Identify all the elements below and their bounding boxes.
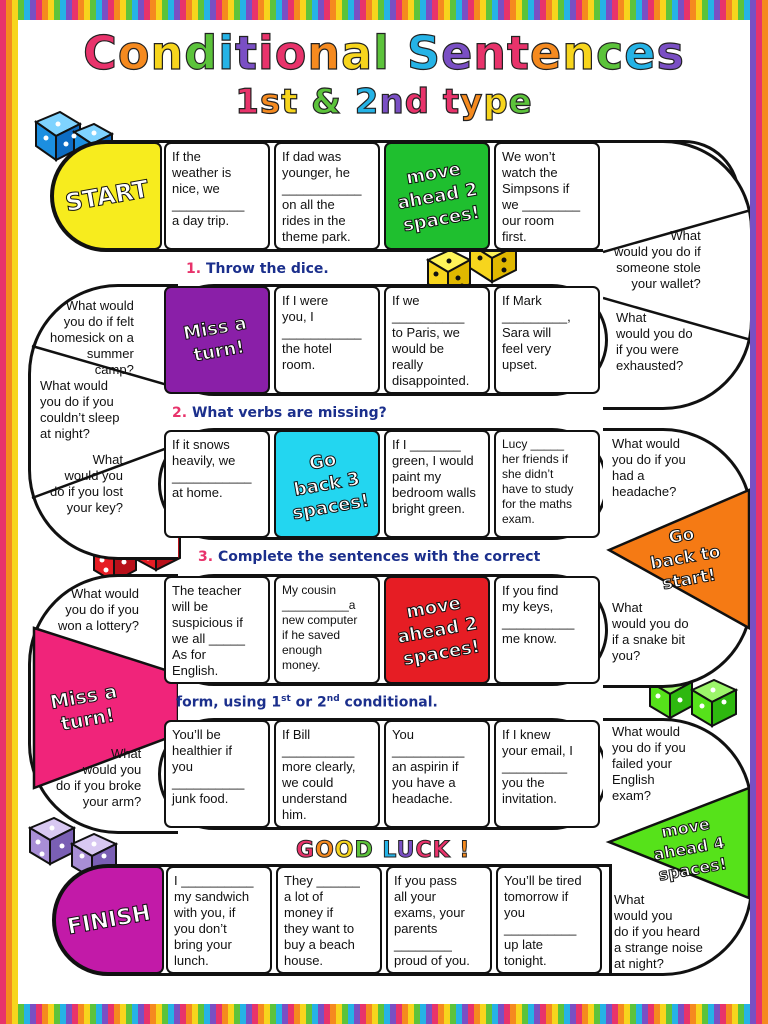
good-luck-letter: O xyxy=(315,838,335,863)
subtitle-letter xyxy=(342,82,355,122)
board-space-r6c1: I __________ my sandwich with you, if you don’t bring your lunch. xyxy=(166,866,272,974)
instruction-step-3-cont: form, using 1st or 2nd conditional. xyxy=(176,694,438,711)
board-space-r6c2: They ______ a lot of money if they want to buy a beach house. xyxy=(276,866,382,974)
subtitle-letter: d xyxy=(404,82,431,122)
title-letter: i xyxy=(218,26,235,80)
subtitle-letter: y xyxy=(460,82,484,122)
board-space-r5c4: If I knew your email, I _________ you the invitation. xyxy=(494,720,600,828)
question-r3-left: What would you do if you lost your key? xyxy=(50,452,123,515)
instruction-step-1: 1. Throw the dice. xyxy=(186,261,329,277)
subtitle-letter: 2 xyxy=(354,82,380,122)
board-space-r1c2: If dad was younger, he ___________ on all the rides in the theme park. xyxy=(274,142,380,250)
instruction-step-2: 2. What verbs are missing? xyxy=(172,405,387,421)
title-letter: n xyxy=(562,26,596,80)
question-r5-right-top: What would you do if you failed your English exam? xyxy=(612,724,686,803)
good-luck-letter: U xyxy=(396,838,416,863)
good-luck-letter: O xyxy=(334,838,355,863)
title-letter: n xyxy=(307,26,342,80)
title-letter: i xyxy=(257,26,275,80)
good-luck-letter: D xyxy=(354,838,374,863)
subtitle-letter: & xyxy=(311,82,342,122)
move-ahead-2-space-row4: move ahead 2 spaces! xyxy=(384,576,490,684)
board-space-r5c2: If Bill __________ more clearly, we could understand him. xyxy=(274,720,380,828)
board-space-r4c2: My cousin __________a new computer if he saved enough money. xyxy=(274,576,380,684)
good-luck-letter: G xyxy=(296,838,316,863)
title-letter: c xyxy=(596,26,625,80)
question-r2-left-bottom: What would you do if you couldn’t sleep at night? xyxy=(40,378,120,441)
title-letter: l xyxy=(373,26,390,80)
subtitle-letter: t xyxy=(442,82,461,122)
board-space-r2c1: If I were you, I ___________ the hotel room. xyxy=(274,286,380,394)
board-space-r3c1: If it snows heavily, we ___________ at home. xyxy=(164,430,270,538)
miss-a-turn-left-label: Miss a turn! xyxy=(48,680,120,736)
subtitle-letter: n xyxy=(379,82,405,122)
good-luck-letter: C xyxy=(415,838,433,863)
title-letter: n xyxy=(150,26,185,80)
worksheet-subtitle xyxy=(18,82,750,122)
title-letter: S xyxy=(406,26,442,80)
title-letter xyxy=(390,26,407,80)
good-luck-letter: K xyxy=(432,838,451,863)
question-r4-right: What would you do if a snake bit you? xyxy=(612,600,689,663)
good-luck-banner xyxy=(296,838,470,863)
board-space-r5c3: You __________ an aspirin if you have a headache. xyxy=(384,720,490,828)
title-letter: d xyxy=(184,26,219,80)
board-space-r4c1: The teacher will be suspicious if we all _____ As for English. xyxy=(164,576,270,684)
board-space-r1c1: If the weather is nice, we __________ a day trip. xyxy=(164,142,270,250)
subtitle-letter: s xyxy=(259,82,282,122)
board-space-r6c3: If you pass all your exams, your parents ________ proud of you. xyxy=(386,866,492,974)
question-r2-left-top: What would you do if felt homesick on a summer camp? xyxy=(50,298,134,377)
title-letter: o xyxy=(117,26,151,80)
board-space-r6c4: You’ll be tired tomorrow if you __________ up late tonight. xyxy=(496,866,602,974)
move-ahead-4-label: move ahead 4 spaces! xyxy=(651,813,729,885)
good-luck-letter: ! xyxy=(459,838,471,863)
title-letter: C xyxy=(83,26,118,80)
board-space-r1c4: We won’t watch the Simpsons if we ________ our room first. xyxy=(494,142,600,250)
question-r2-right: What would you do if you were exhausted? xyxy=(616,310,693,373)
board-space-r2c3: If Mark _________, Sara will feel very upset. xyxy=(494,286,600,394)
question-r3-right: What would you do if you had a headache? xyxy=(612,436,686,499)
board-space-r5c1: You’ll be healthier if you __________ junk food. xyxy=(164,720,270,828)
go-back-3-space: Go back 3 spaces! xyxy=(274,430,380,538)
board-game-worksheet xyxy=(18,20,750,1004)
miss-a-turn-space: Miss a turn! xyxy=(164,286,270,394)
subtitle-letter: e xyxy=(508,82,533,122)
question-r4-left: What would you do if you won a lottery? xyxy=(58,586,139,633)
instruction-step-3: 3. Complete the sentences with the correct xyxy=(198,549,541,565)
question-r5-left: What would you do if you broke your arm? xyxy=(56,746,142,809)
title-letter: t xyxy=(507,26,531,80)
start-space: START xyxy=(52,142,162,250)
title-letter: a xyxy=(341,26,374,80)
go-back-to-start-label: Go back to start! xyxy=(648,524,722,595)
worksheet-title xyxy=(18,26,750,80)
title-letter: e xyxy=(441,26,474,80)
title-letter: n xyxy=(473,26,508,80)
good-luck-letter: L xyxy=(382,838,397,863)
title-letter: s xyxy=(656,26,685,80)
subtitle-letter: t xyxy=(281,82,299,122)
title-letter: t xyxy=(234,26,258,80)
title-letter: e xyxy=(624,26,657,80)
title-letter: o xyxy=(274,26,308,80)
question-r1-right-bottom: What would you do if someone stole your wallet? xyxy=(614,228,701,291)
board-space-r3c3: Lucy _____ her friends if she didn’t have to study for the maths exam. xyxy=(494,430,600,538)
subtitle-letter xyxy=(430,82,443,122)
move-ahead-2-space: move ahead 2 spaces! xyxy=(384,142,490,250)
subtitle-letter xyxy=(298,82,311,122)
subtitle-letter: p xyxy=(483,82,509,122)
finish-space: FINISH xyxy=(54,866,164,974)
subtitle-letter: 1 xyxy=(235,82,260,122)
title-letter: e xyxy=(530,26,563,80)
board-space-r2c2: If we __________ to Paris, we would be really disappointed. xyxy=(384,286,490,394)
board-space-r3c2: If I _______ green, I would paint my bedroom walls bright green. xyxy=(384,430,490,538)
board-space-r4c4: If you find my keys, __________ me know. xyxy=(494,576,600,684)
question-r5-right-bottom: What would you do if you heard a strange noise at night? xyxy=(614,892,703,971)
